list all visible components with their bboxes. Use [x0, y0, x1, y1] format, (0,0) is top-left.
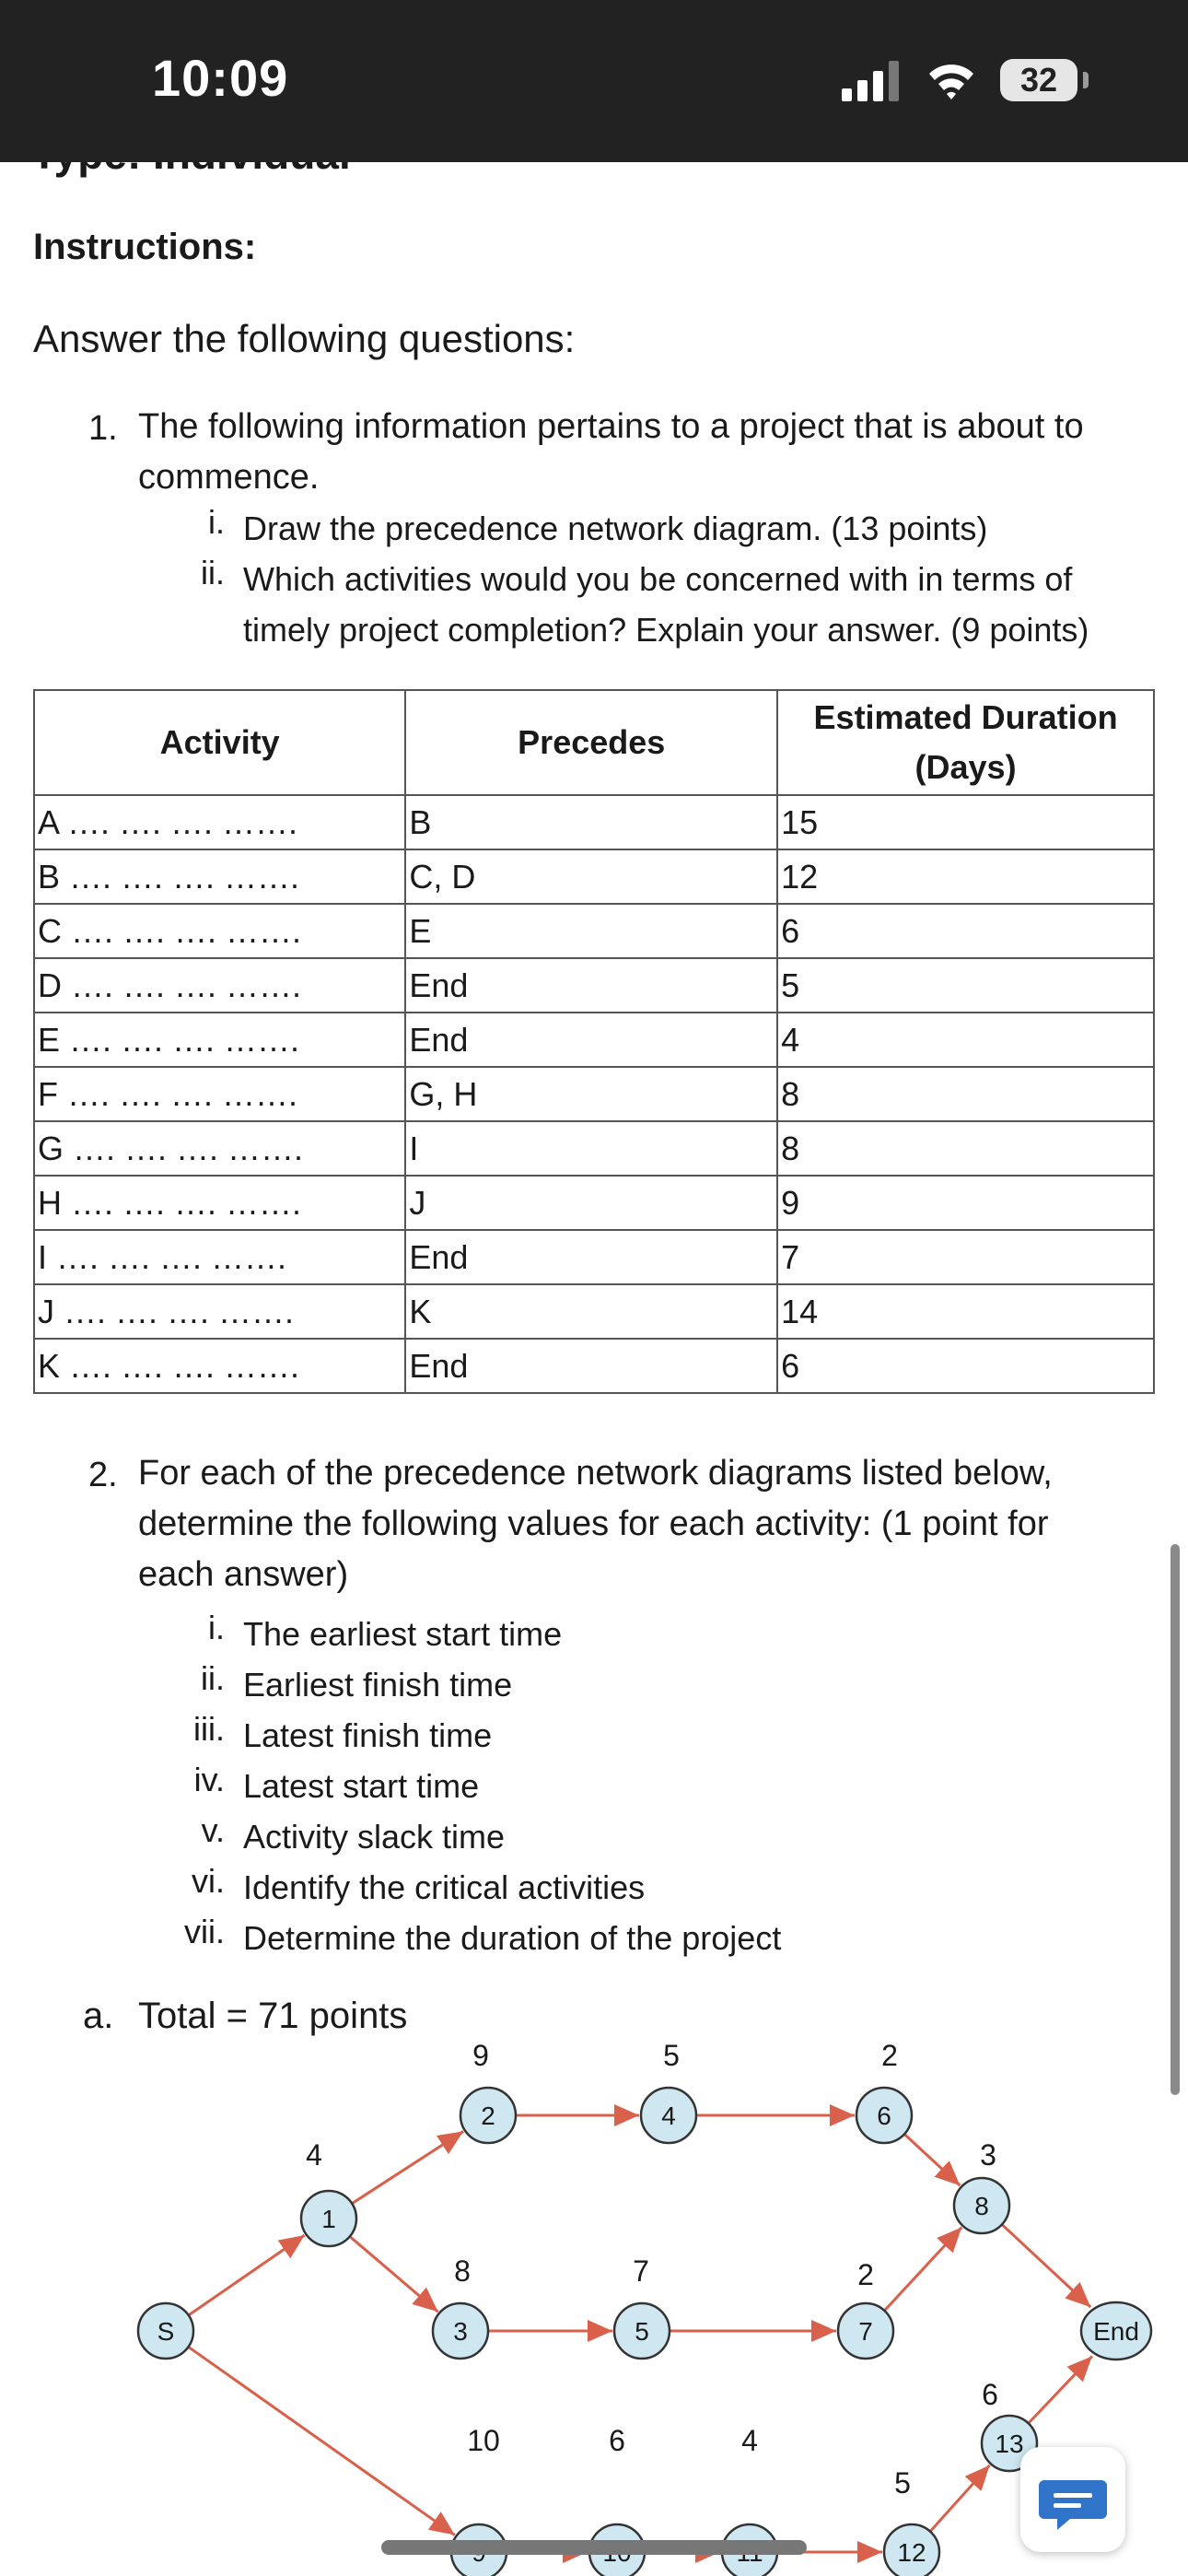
- diagram-node: [1081, 2302, 1151, 2359]
- question-1-line: commence.: [138, 458, 320, 497]
- cell-precedes: End: [405, 1339, 777, 1393]
- question-1-line: The following information pertains to a project that is about to: [138, 407, 1084, 446]
- cell-activity: G …. …. …. …….: [34, 1121, 405, 1176]
- q2-sub-text: Latest start time: [243, 1767, 480, 1805]
- question-2-line: determine the following values for each activity: (1 point for: [138, 1505, 1049, 1543]
- cell-duration: 8: [777, 1121, 1154, 1176]
- table-row: [34, 1230, 1154, 1284]
- table-row: [34, 1176, 1154, 1230]
- cell-duration: 4: [777, 1013, 1154, 1067]
- precedence-network-diagram: [0, 2032, 1188, 2576]
- diagram-duration-label: 2: [857, 2258, 874, 2291]
- cell-duration: 5: [777, 958, 1154, 1013]
- cellular-signal-icon: [840, 61, 904, 101]
- diagram-node: [433, 2303, 488, 2359]
- table-header-precedes: Precedes: [405, 690, 777, 795]
- diagram-node-label: 4: [661, 2102, 676, 2130]
- diagram-duration-label: 2: [881, 2039, 898, 2072]
- cell-precedes: I: [405, 1121, 777, 1176]
- diagram-arrow: [930, 2465, 990, 2532]
- cell-activity: E …. …. …. …….: [34, 1013, 405, 1067]
- diagram-duration-label: 4: [306, 2138, 322, 2172]
- q1-sub-line: timely project completion? Explain your answer. (9 points): [243, 611, 1089, 649]
- diagram-node-label: 7: [858, 2317, 873, 2346]
- cell-precedes: End: [405, 1013, 777, 1067]
- part-a-label: a.: [83, 1996, 114, 2036]
- diagram-node: [301, 2191, 356, 2246]
- battery-icon: [1000, 59, 1077, 101]
- chat-button[interactable]: [1020, 2447, 1125, 2552]
- q2-sub-number: ii.: [201, 1659, 225, 1697]
- q1-sub-line: Which activities would you be concerned with in terms of: [243, 560, 1073, 598]
- diagram-node-label: 6: [877, 2102, 891, 2130]
- diagram-node-label: 8: [974, 2192, 989, 2220]
- q1-sub-text: [243, 554, 1089, 655]
- cell-precedes: E: [405, 904, 777, 958]
- diagram-node: [838, 2303, 893, 2359]
- diagram-duration-label: 5: [663, 2039, 680, 2072]
- table-row: [34, 1284, 1154, 1339]
- q2-sub-text: Determine the duration of the project: [243, 1919, 782, 1957]
- diagram-node: [641, 2088, 696, 2143]
- cell-activity: B …. …. …. …….: [34, 849, 405, 904]
- cell-precedes: K: [405, 1284, 777, 1339]
- cell-duration: 6: [777, 1339, 1154, 1393]
- diagram-node-label: 3: [453, 2317, 468, 2346]
- cell-duration: 14: [777, 1284, 1154, 1339]
- table-header-duration: Estimated Duration (Days): [777, 690, 1154, 795]
- table-row: [34, 795, 1154, 849]
- chat-icon: [1020, 2447, 1125, 2552]
- diagram-duration-label: 3: [980, 2138, 996, 2172]
- q2-sub-number: vi.: [192, 1862, 225, 1900]
- question-2-line: each answer): [138, 1555, 349, 1594]
- diagram-duration-label: 6: [609, 2424, 625, 2457]
- diagram-node: [954, 2178, 1009, 2233]
- question-2-number: 2.: [88, 1456, 118, 1494]
- q2-sub-number: vii.: [184, 1913, 225, 1950]
- q1-sub-number: ii.: [201, 554, 225, 591]
- table-header-row: [34, 690, 1154, 795]
- question-1-text: [138, 402, 1084, 503]
- diagram-arrow: [350, 2236, 438, 2312]
- diagram-duration-label: 9: [472, 2039, 489, 2072]
- q2-sub-number: v.: [201, 1811, 225, 1849]
- wifi-icon: [926, 59, 977, 101]
- cell-activity: D …. …. …. …….: [34, 958, 405, 1013]
- diagram-node: [460, 2088, 516, 2143]
- diagram-node-label: S: [157, 2317, 175, 2346]
- q2-sub-text: Earliest finish time: [243, 1666, 513, 1704]
- table-row: [34, 849, 1154, 904]
- cell-precedes: B: [405, 795, 777, 849]
- scrollbar[interactable]: [1171, 1544, 1180, 2095]
- home-indicator[interactable]: [381, 2540, 807, 2555]
- diagram-node-label: 12: [897, 2538, 926, 2567]
- table-header-activity: Activity: [34, 690, 405, 795]
- diagram-arrow: [1002, 2224, 1090, 2307]
- q2-sub-number: i.: [208, 1609, 225, 1646]
- cell-duration: 6: [777, 904, 1154, 958]
- cell-duration: 15: [777, 795, 1154, 849]
- cell-activity: I …. …. …. …….: [34, 1230, 405, 1284]
- cell-activity: F …. …. …. …….: [34, 1067, 405, 1121]
- cell-precedes: End: [405, 1230, 777, 1284]
- diagram-arrow: [904, 2134, 960, 2185]
- cell-duration: 8: [777, 1067, 1154, 1121]
- table-row: [34, 1013, 1154, 1067]
- diagram-node-label: 5: [635, 2317, 649, 2346]
- q1-sub-number: i.: [208, 503, 225, 541]
- diagram-duration-label: 6: [982, 2378, 998, 2411]
- cell-activity: J …. …. …. …….: [34, 1284, 405, 1339]
- diagram-duration-label: 10: [467, 2424, 500, 2457]
- q2-sub-text: Identify the critical activities: [243, 1868, 646, 1906]
- diagram-duration-label: 5: [894, 2466, 911, 2500]
- table-row: [34, 1067, 1154, 1121]
- question-1-number: 1.: [88, 409, 118, 448]
- diagram-node-label: 1: [321, 2205, 336, 2233]
- table-row: [34, 904, 1154, 958]
- q2-sub-text: Latest finish time: [243, 1716, 493, 1754]
- diagram-node: [138, 2303, 193, 2359]
- diagram-arrow: [884, 2227, 961, 2311]
- part-a-text: Total = 71 points: [138, 1996, 408, 2036]
- intro-text: Answer the following questions:: [33, 317, 576, 360]
- q2-sub-number: iv.: [193, 1761, 225, 1798]
- status-time: 10:09: [152, 49, 289, 107]
- instructions-heading: Instructions:: [33, 227, 257, 267]
- activity-table: [33, 689, 1155, 1394]
- q2-sub-text: Activity slack time: [243, 1818, 506, 1856]
- cell-activity: K …. …. …. …….: [34, 1339, 405, 1393]
- cell-duration: 7: [777, 1230, 1154, 1284]
- cell-precedes: End: [405, 958, 777, 1013]
- diagram-duration-label: 8: [454, 2254, 471, 2288]
- cell-precedes: J: [405, 1176, 777, 1230]
- cell-duration: 12: [777, 849, 1154, 904]
- table-row: [34, 1339, 1154, 1393]
- cell-precedes: C, D: [405, 849, 777, 904]
- cell-duration: 9: [777, 1176, 1154, 1230]
- diagram-node-label: 2: [481, 2102, 495, 2130]
- diagram-node: [856, 2088, 912, 2143]
- diagram-node-label: 13: [995, 2430, 1024, 2458]
- table-row: [34, 958, 1154, 1013]
- diagram-node-label: End: [1093, 2317, 1139, 2346]
- diagram-arrow: [189, 2235, 305, 2315]
- status-bar: [0, 0, 1188, 162]
- diagram-duration-label: 4: [741, 2424, 758, 2457]
- table-row: [34, 1121, 1154, 1176]
- q2-sub-text: The earliest start time: [243, 1615, 563, 1653]
- cell-precedes: G, H: [405, 1067, 777, 1121]
- battery-tip: [1083, 72, 1089, 88]
- q1-sub-text: Draw the precedence network diagram. (13 points): [243, 509, 988, 547]
- diagram-arrow: [1029, 2357, 1092, 2424]
- cell-activity: H …. …. …. …….: [34, 1176, 405, 1230]
- battery-level: 32: [1019, 61, 1058, 99]
- question-2-text: [138, 1448, 1053, 1600]
- question-2-line: For each of the precedence network diagrams listed below,: [138, 1454, 1053, 1493]
- diagram-arrow: [189, 2347, 455, 2535]
- cell-activity: A …. …. …. …….: [34, 795, 405, 849]
- diagram-arrow: [352, 2131, 463, 2203]
- cell-activity: C …. …. …. …….: [34, 904, 405, 958]
- q2-sub-number: iii.: [193, 1710, 225, 1748]
- diagram-node: [614, 2303, 670, 2359]
- diagram-node: [884, 2524, 939, 2576]
- diagram-duration-label: 7: [633, 2254, 649, 2288]
